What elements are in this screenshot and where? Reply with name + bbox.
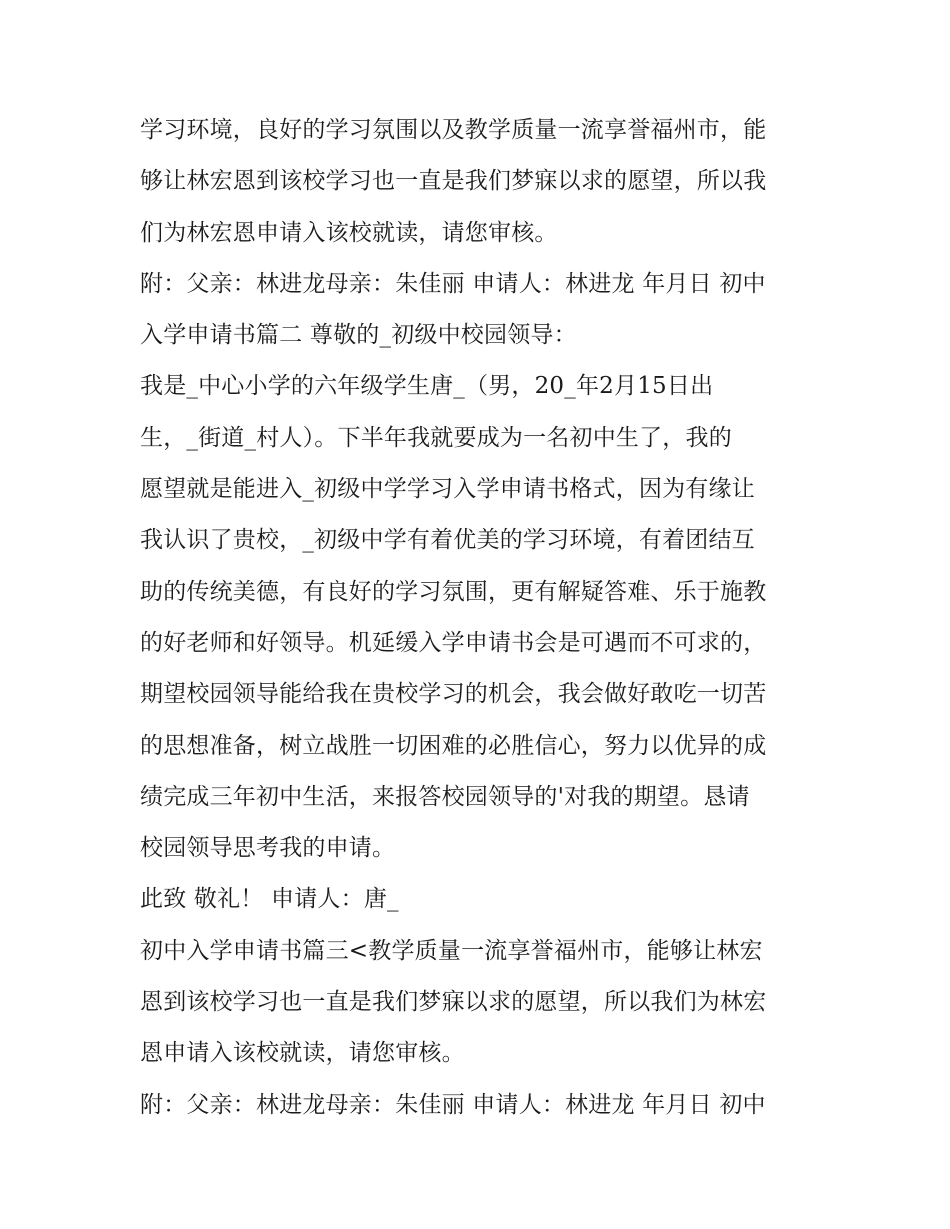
text-line: 愿望就是能进入_初级中学学习入学申请书格式，因为有缘让	[140, 476, 755, 503]
text-line: 生，_街道_村人）。下半年我就要成为一名初中生了，我的	[140, 424, 732, 451]
text-line: 的好老师和好领导。机延缓入学申请书会是可遇而不可求的，	[140, 629, 767, 656]
text-line: 够让林宏恩到该校学习也一直是我们梦寐以求的愿望，所以我	[140, 168, 767, 195]
text-line: 入学申请书篇二 尊敬的_初级中校园领导：	[140, 322, 577, 349]
text-line: 校园领导思考我的申请。	[140, 835, 396, 862]
text-line: 恩到该校学习也一直是我们梦寐以求的愿望，所以我们为林宏	[140, 989, 767, 1016]
text-line: 附：父亲：林进龙母亲：朱佳丽 申请人：林进龙 年月日 初中	[140, 1091, 766, 1118]
text-line: 附：父亲：林进龙母亲：朱佳丽 申请人：林进龙 年月日 初中	[140, 270, 766, 297]
text-line: 我是_中心小学的六年级学生唐_（男，20_年2月15日出	[140, 373, 714, 400]
text-line: 的思想准备，树立战胜一切困难的必胜信心，努力以优异的成	[140, 732, 767, 759]
document-body	[140, 105, 820, 1131]
text-line: 初中入学申请书篇三<教学质量一流享誉福州市，能够让林宏	[140, 937, 763, 964]
text-line: 们为林宏恩申请入该校就读，请您审核。	[140, 219, 558, 246]
text-line: 学习环境，良好的学习氛围以及教学质量一流享誉福州市，能	[140, 117, 767, 143]
text-line: 助的传统美德，有良好的学习氛围，更有解疑答难、乐于施教	[140, 578, 767, 605]
text-line: 期望校园领导能给我在贵校学习的机会，我会做好敢吃一切苦	[140, 681, 767, 708]
text-line: 恩申请入该校就读，请您审核。	[140, 1040, 465, 1067]
text-line: 此致 敬礼！ 申请人：唐_	[140, 886, 399, 913]
text-line: 绩完成三年初中生活，来报答校园领导的'对我的期望。恳请	[140, 783, 750, 810]
text-line: 我认识了贵校，_初级中学有着优美的学习环境，有着团结互	[140, 527, 755, 554]
